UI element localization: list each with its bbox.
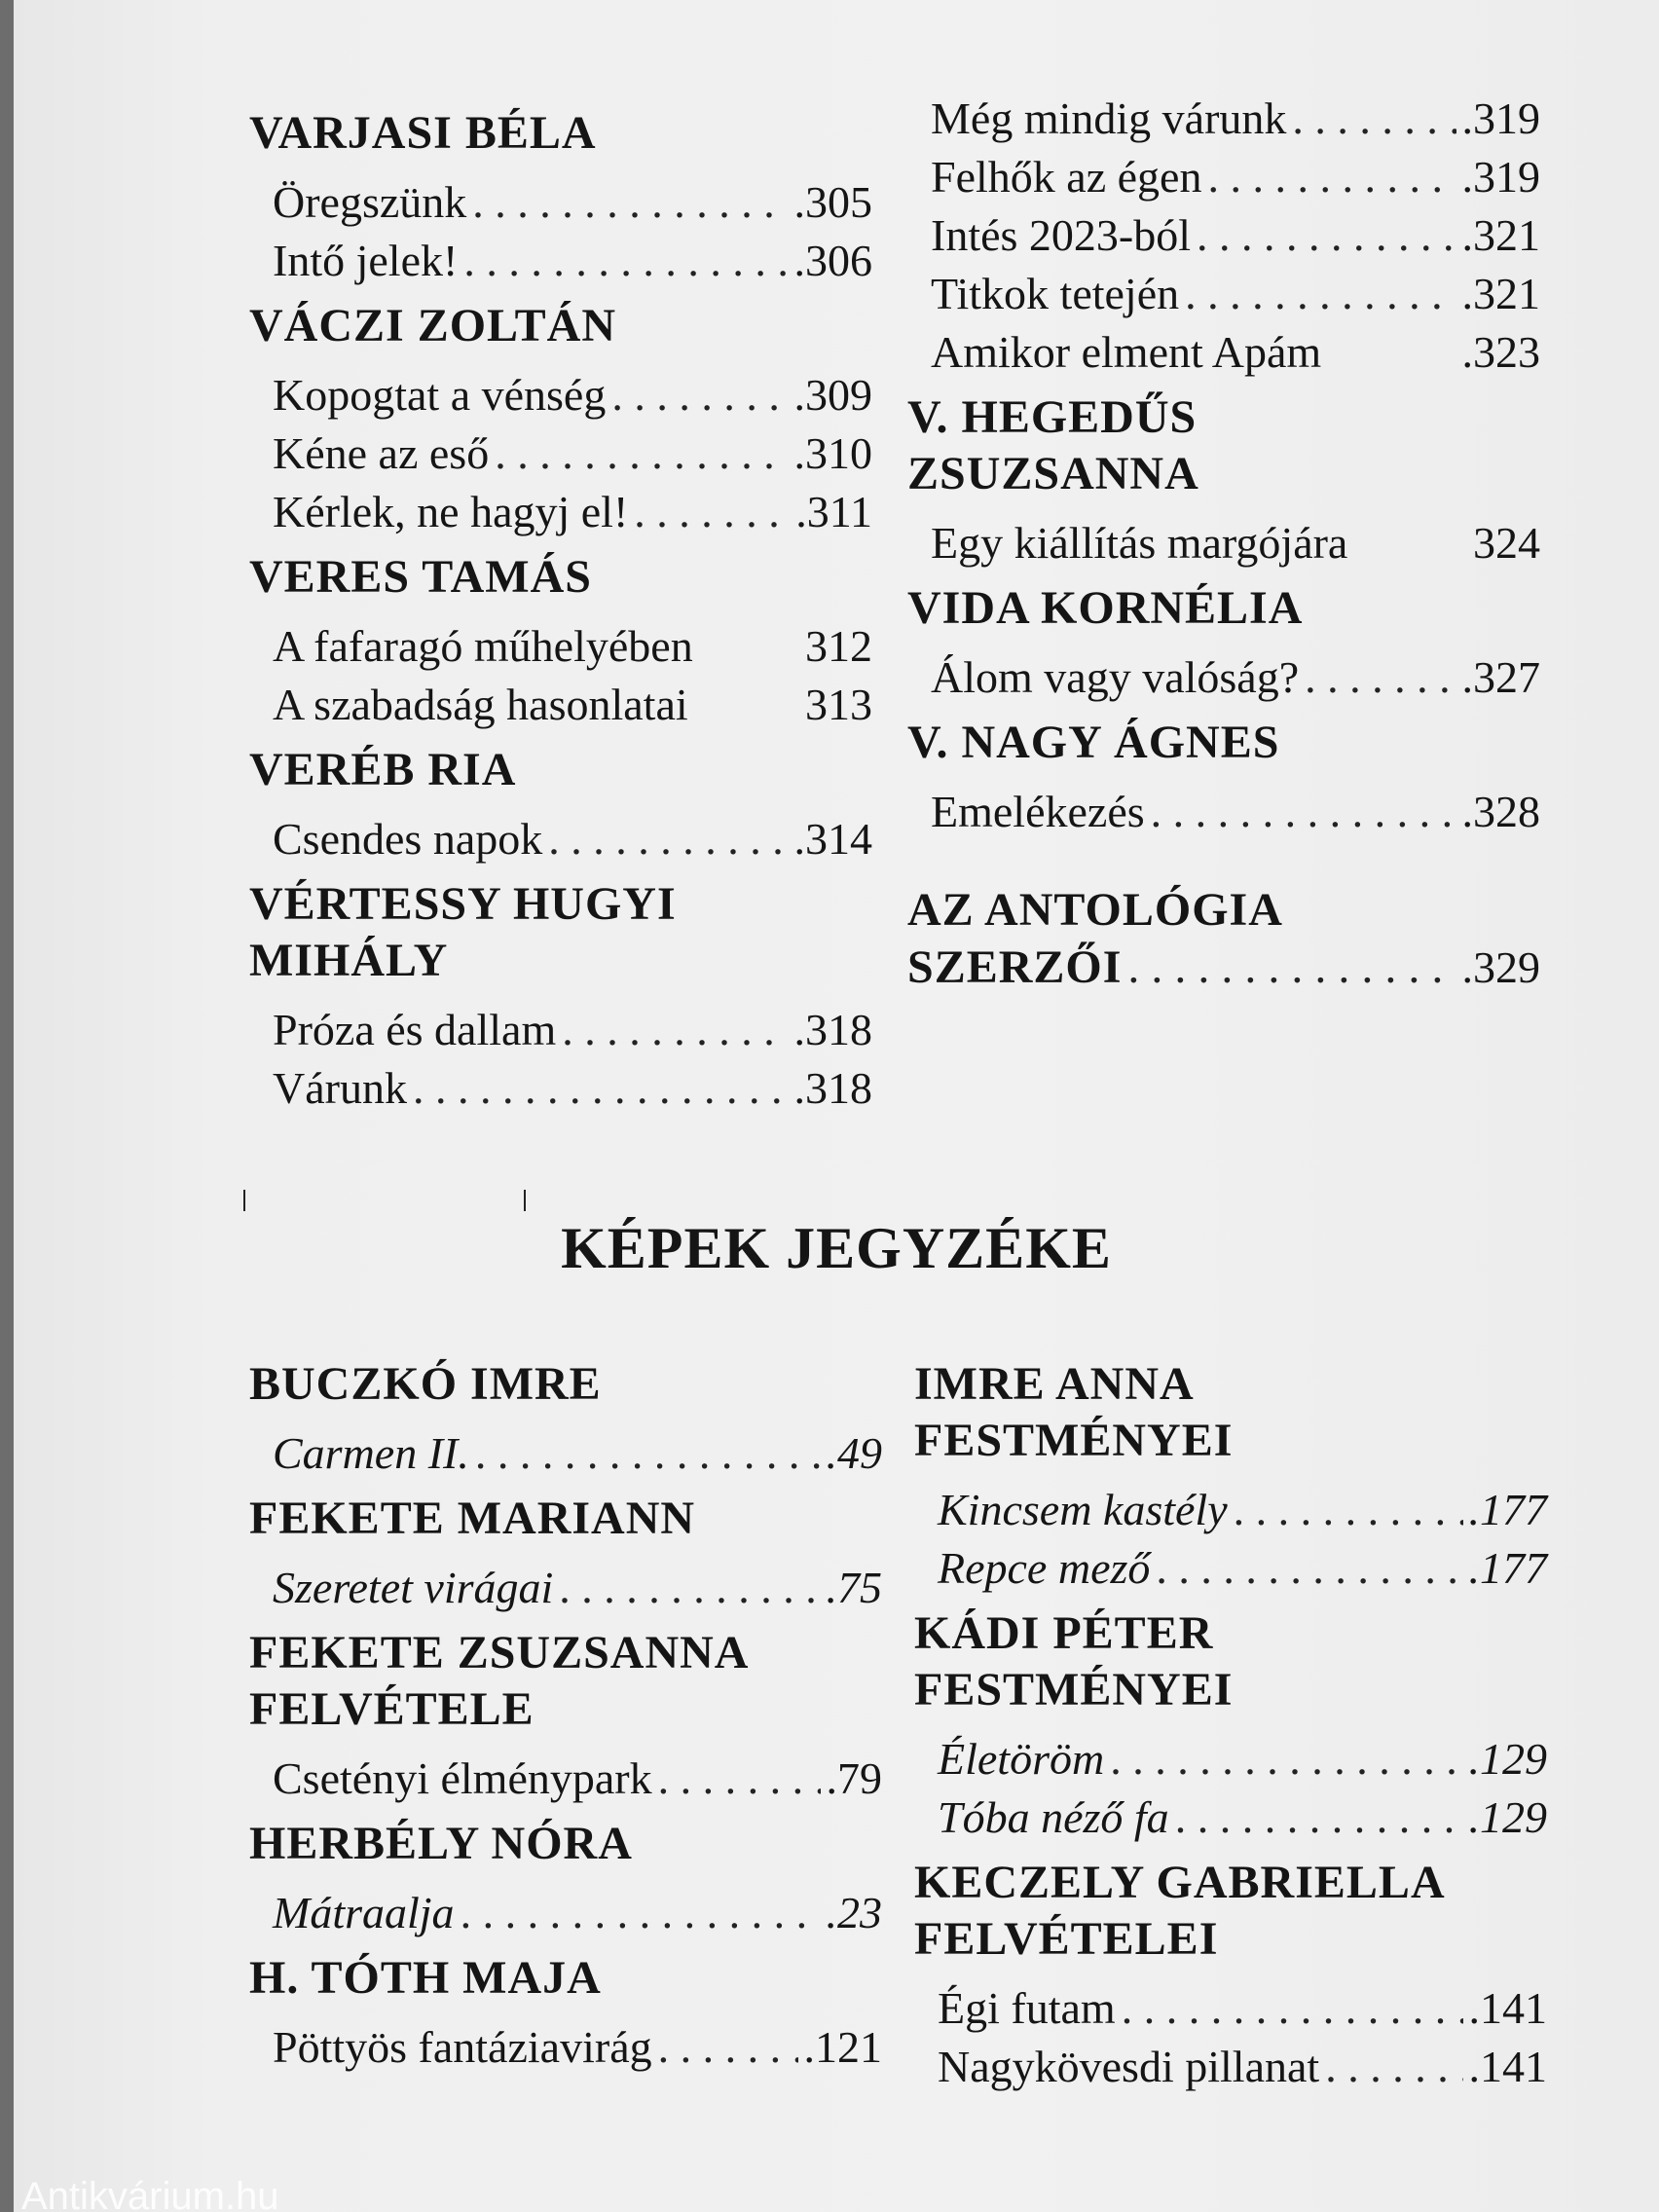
toc-entry bbox=[907, 323, 1540, 382]
leader-dots bbox=[1110, 1730, 1462, 1788]
toc-entry bbox=[249, 1001, 872, 1059]
image-entry bbox=[914, 2038, 1547, 2096]
entry-title: Intés 2023-ból bbox=[931, 210, 1192, 260]
entry-page: .75 bbox=[826, 1563, 882, 1612]
leader-dots bbox=[559, 1559, 820, 1617]
leader-dots bbox=[413, 1059, 789, 1118]
author-block bbox=[907, 580, 1540, 707]
entry-page: .327 bbox=[1461, 652, 1540, 702]
author-block bbox=[914, 1605, 1547, 1847]
entry-page: .305 bbox=[793, 177, 872, 227]
author-block bbox=[914, 1356, 1547, 1598]
entry-page: .321 bbox=[1461, 210, 1540, 260]
images-right-column bbox=[914, 1348, 1547, 2096]
author-name: VERÉB RIA bbox=[249, 744, 517, 795]
toc-entry bbox=[907, 90, 1540, 148]
author-block bbox=[249, 1950, 882, 2077]
section-title: KÉPEK JEGYZÉKE bbox=[561, 1216, 1112, 1280]
entry-title: Kincsem kastély bbox=[938, 1485, 1228, 1534]
entry-page: .141 bbox=[1468, 2042, 1547, 2091]
anthology-title: AZ ANTOLÓGIA bbox=[907, 884, 1283, 936]
author-name: V. NAGY ÁGNES bbox=[907, 717, 1280, 768]
leader-dots bbox=[1122, 1979, 1463, 2038]
entry-page: .310 bbox=[793, 428, 872, 478]
author-block bbox=[249, 742, 872, 868]
leader-dots bbox=[1207, 148, 1456, 206]
entry-page: .318 bbox=[793, 1063, 872, 1113]
toc-entry bbox=[907, 939, 1540, 997]
entry-page: .129 bbox=[1468, 1734, 1547, 1784]
entry-title: Egy kiállítás margójára bbox=[931, 518, 1348, 568]
entry-title: Próza és dallam bbox=[273, 1005, 557, 1054]
author-name: V. HEGEDŰS ZSUZSANNA bbox=[907, 391, 1199, 499]
entry-title: SZERZŐI bbox=[907, 941, 1123, 993]
entry-page: .177 bbox=[1468, 1485, 1547, 1534]
leader-dots bbox=[463, 232, 788, 290]
author-block bbox=[249, 1816, 882, 1942]
leader-dots bbox=[611, 366, 788, 424]
toc-left-column bbox=[249, 97, 872, 1118]
entry-page: .129 bbox=[1468, 1792, 1547, 1842]
image-entry bbox=[249, 1884, 882, 1942]
author-name: BUCZKÓ IMRE bbox=[249, 1358, 602, 1410]
entry-page: .328 bbox=[1461, 787, 1540, 836]
author-block bbox=[249, 549, 872, 734]
leader-dots bbox=[1305, 648, 1456, 707]
leader-dots bbox=[495, 424, 788, 483]
images-left-column bbox=[249, 1348, 882, 2077]
entry-title: Szeretet virágai bbox=[273, 1563, 554, 1612]
author-name: FEKETE MARIANN bbox=[249, 1493, 696, 1544]
toc-entry bbox=[907, 648, 1540, 707]
entry-page: .121 bbox=[803, 2022, 882, 2072]
crop-mark bbox=[243, 1190, 245, 1211]
leader-dots bbox=[658, 2018, 798, 2077]
entry-title: Égi futam bbox=[938, 1983, 1116, 2033]
toc-entry bbox=[907, 148, 1540, 206]
leader-dots bbox=[634, 483, 790, 541]
author-name: VERES TAMÁS bbox=[249, 551, 592, 603]
author-name: VÁCZI ZOLTÁN bbox=[249, 300, 616, 351]
author-block bbox=[907, 389, 1540, 572]
leader-dots bbox=[472, 173, 788, 232]
entry-title: A fafaragó műhelyében bbox=[273, 621, 693, 671]
leader-dots bbox=[1292, 90, 1456, 148]
entry-page: .306 bbox=[793, 236, 872, 285]
leader-dots bbox=[658, 1750, 821, 1808]
entry-title: Intő jelek! bbox=[273, 236, 459, 285]
entry-title: A szabadság hasonlatai bbox=[273, 680, 688, 729]
leader-dots bbox=[562, 1001, 788, 1059]
entry-title: Álom vagy valóság? bbox=[931, 652, 1300, 702]
author-block bbox=[249, 876, 872, 1118]
toc-entry bbox=[249, 810, 872, 868]
leader-dots bbox=[1234, 1481, 1463, 1539]
image-entry bbox=[914, 1539, 1547, 1598]
leader-dots bbox=[1151, 783, 1456, 841]
leader-dots bbox=[1127, 939, 1456, 997]
author-name: VARJASI BÉLA bbox=[249, 107, 597, 159]
image-entry bbox=[914, 1730, 1547, 1788]
toc-entry bbox=[249, 424, 872, 483]
entry-title: Amikor elment Apám bbox=[931, 327, 1322, 377]
toc-entry bbox=[249, 483, 872, 541]
leader-dots bbox=[1197, 206, 1456, 265]
toc-entry bbox=[907, 514, 1540, 572]
entry-page: 313 bbox=[805, 680, 872, 729]
author-block bbox=[249, 1356, 882, 1483]
author-name: VIDA KORNÉLIA bbox=[907, 582, 1304, 634]
leader-dots bbox=[1185, 265, 1456, 323]
entry-page: .49 bbox=[826, 1428, 882, 1478]
author-name: VÉRTESSY HUGYI MIHÁLY bbox=[249, 878, 677, 986]
entry-title: Öregszünk bbox=[273, 177, 467, 227]
continued-entries bbox=[907, 90, 1540, 382]
leader-dots bbox=[1175, 1788, 1463, 1847]
crop-mark bbox=[524, 1190, 526, 1211]
leader-dots bbox=[1325, 2038, 1462, 2096]
image-entry bbox=[914, 1481, 1547, 1539]
author-name: HERBÉLY NÓRA bbox=[249, 1818, 633, 1869]
author-name: KÁDI PÉTER FESTMÉNYEI bbox=[914, 1607, 1234, 1715]
entry-page: .79 bbox=[826, 1753, 882, 1803]
toc-entry bbox=[249, 1059, 872, 1118]
author-name: KECZELY GABRIELLA FELVÉTELEI bbox=[914, 1857, 1443, 1965]
entry-page: .141 bbox=[1468, 1983, 1547, 2033]
entry-title: Kéne az eső bbox=[273, 428, 490, 478]
entry-title: Titkok tetején bbox=[931, 269, 1180, 318]
entry-title: Repce mező bbox=[938, 1543, 1151, 1593]
entry-title: Még mindig várunk bbox=[931, 93, 1287, 143]
book-page bbox=[14, 0, 1659, 2212]
entry-title: Életöröm bbox=[938, 1734, 1105, 1784]
entry-title: Csetényi élménypark bbox=[273, 1753, 652, 1803]
entry-title: Kopogtat a vénség bbox=[273, 370, 607, 420]
entry-title: Pöttyös fantáziavirág bbox=[273, 2022, 652, 2072]
author-block bbox=[914, 1855, 1547, 2096]
toc-entry bbox=[249, 173, 872, 232]
toc-entry bbox=[249, 676, 872, 734]
entry-page: .314 bbox=[793, 814, 872, 864]
toc-entry bbox=[249, 617, 872, 676]
toc-entry bbox=[249, 366, 872, 424]
entry-page: .177 bbox=[1468, 1543, 1547, 1593]
image-entry bbox=[914, 1979, 1547, 2038]
toc-entry bbox=[907, 206, 1540, 265]
entry-page: .319 bbox=[1461, 93, 1540, 143]
leader-dots bbox=[461, 1884, 821, 1942]
entry-page: .319 bbox=[1461, 152, 1540, 202]
author-name: H. TÓTH MAJA bbox=[249, 1952, 602, 2004]
entry-title: Carmen II. bbox=[273, 1428, 469, 1478]
entry-title: Csendes napok bbox=[273, 814, 543, 864]
author-name: FEKETE ZSUZSANNA FELVÉTELE bbox=[249, 1627, 747, 1735]
entry-page: .309 bbox=[793, 370, 872, 420]
entry-page: .311 bbox=[795, 487, 872, 536]
author-block bbox=[249, 1625, 882, 1808]
image-entry bbox=[249, 1424, 882, 1483]
entry-title: Tóba néző fa bbox=[938, 1792, 1169, 1842]
author-block bbox=[907, 715, 1540, 841]
entry-page: .321 bbox=[1461, 269, 1540, 318]
author-block bbox=[249, 105, 872, 290]
entry-page: .318 bbox=[793, 1005, 872, 1054]
author-name: IMRE ANNA FESTMÉNYEI bbox=[914, 1358, 1234, 1466]
author-block bbox=[249, 1491, 882, 1617]
image-entry bbox=[914, 1788, 1547, 1847]
entry-title: Felhők az égen bbox=[931, 152, 1202, 202]
entry-page: 312 bbox=[805, 621, 872, 671]
leader-dots bbox=[1156, 1539, 1462, 1598]
entry-title: Emelékezés bbox=[931, 787, 1145, 836]
entry-page: 324 bbox=[1473, 518, 1540, 568]
image-entry bbox=[249, 1750, 882, 1808]
toc-entry bbox=[249, 232, 872, 290]
toc-right-column bbox=[907, 90, 1540, 997]
leader-dots bbox=[548, 810, 788, 868]
toc-entry bbox=[907, 783, 1540, 841]
image-entry bbox=[249, 1559, 882, 1617]
author-block bbox=[249, 298, 872, 541]
image-entry bbox=[249, 2018, 882, 2077]
entry-title: Mátraalja bbox=[273, 1888, 455, 1937]
entry-page: .323 bbox=[1461, 327, 1540, 377]
entry-title: Kérlek, ne hagyj el! bbox=[273, 487, 629, 536]
anthology-block bbox=[907, 882, 1540, 997]
watermark: Antikvárium.hu bbox=[21, 2175, 279, 2212]
entry-title: Várunk bbox=[273, 1063, 407, 1113]
entry-title: Nagykövesdi pillanat bbox=[938, 2042, 1320, 2091]
entry-page: .329 bbox=[1461, 942, 1540, 992]
entry-page: .23 bbox=[826, 1888, 882, 1937]
toc-entry bbox=[907, 265, 1540, 323]
leader-dots bbox=[475, 1424, 821, 1483]
